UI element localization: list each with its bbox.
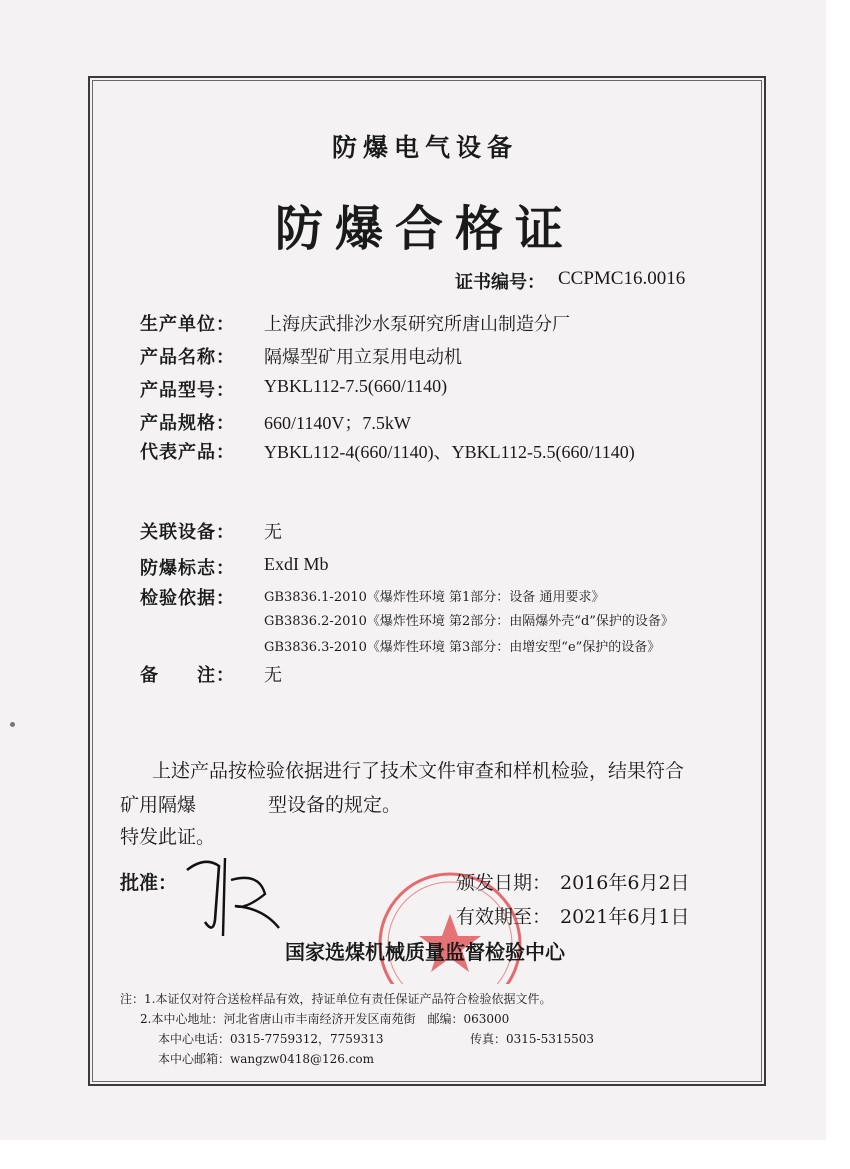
marking-label: 防爆标志： xyxy=(140,558,235,579)
certificate-subtitle: 防爆电气设备 xyxy=(331,133,518,162)
statement-line-2a: 矿用隔爆 xyxy=(120,794,197,816)
model-label: 产品型号： xyxy=(140,380,235,401)
basis-standard-3: GB3836.3-2010《爆炸性环境 第3部分：由增安型“e”保护的设备》 xyxy=(264,640,661,655)
statement-line-1: 上述产品按检验依据进行了技术文件审查和样机检验，结果符合 xyxy=(152,760,685,782)
manufacturer-label: 生产单位： xyxy=(140,314,235,335)
statement-line-2b: 型设备的规定。 xyxy=(268,794,402,816)
issue-date-value: 2016年6月2日 xyxy=(560,872,690,894)
note-line-1: 注：1.本证仅对符合送检样品有效，持证单位有责任保证产品符合检验依据文件。 xyxy=(120,992,552,1006)
note-phone: 本中心电话：0315-7759312，7759313 xyxy=(158,1032,384,1046)
associated-value: 无 xyxy=(264,522,282,543)
product-name-value: 隔爆型矿用立泵用电动机 xyxy=(264,347,462,368)
associated-label: 关联设备： xyxy=(140,522,235,543)
cert-no-value: CCPMC16.0016 xyxy=(558,268,686,289)
cert-no-label: 证书编号： xyxy=(455,272,545,293)
basis-standard-1: GB3836.1-2010《爆炸性环境 第1部分：设备 通用要求》 xyxy=(264,590,605,605)
issue-date-label: 颁发日期： xyxy=(456,872,552,894)
valid-until-label: 有效期至： xyxy=(456,906,552,928)
spec-value: 660/1140V；7.5kW xyxy=(264,413,411,433)
product-name-label: 产品名称： xyxy=(140,347,235,368)
note-line-2: 2.本中心地址：河北省唐山市丰南经济开发区南苑街 邮编：063000 xyxy=(140,1012,510,1026)
issuing-center-name: 国家选煤机械质量监督检验中心 xyxy=(285,940,565,964)
remarks-label: 备 注： xyxy=(140,665,235,686)
remarks-value: 无 xyxy=(264,665,282,686)
basis-label: 检验依据： xyxy=(140,588,235,609)
note-fax: 传真：0315-5315503 xyxy=(470,1032,595,1046)
signature-icon xyxy=(175,850,290,942)
note-email: 本中心邮箱：wangzw0418@126.com xyxy=(158,1052,375,1066)
statement-line-3: 特发此证。 xyxy=(120,826,216,848)
valid-until-value: 2021年6月1日 xyxy=(560,906,690,928)
spec-label: 产品规格： xyxy=(140,413,235,434)
scan-speck xyxy=(10,722,15,727)
representative-value: YBKL112-4(660/1140)、YBKL112-5.5(660/1140) xyxy=(264,442,635,462)
approved-label: 批准： xyxy=(120,872,178,894)
marking-value: ExdI Mb xyxy=(264,554,329,574)
model-value: YBKL112-7.5(660/1140) xyxy=(264,376,448,396)
certificate-title: 防爆合格证 xyxy=(274,201,575,257)
basis-standard-2: GB3836.2-2010《爆炸性环境 第2部分：由隔爆外壳“d”保护的设备》 xyxy=(264,614,674,629)
representative-label: 代表产品： xyxy=(140,442,235,463)
manufacturer-value: 上海庆武排沙水泵研究所唐山制造分厂 xyxy=(264,314,570,335)
